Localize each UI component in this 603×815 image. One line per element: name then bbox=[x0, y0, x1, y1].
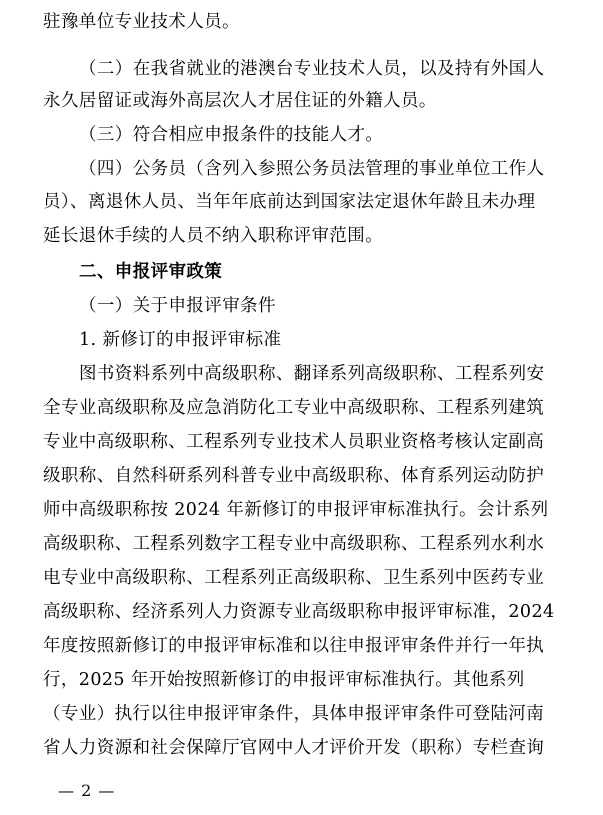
item-heading: 1. 新修订的申报评审标准 bbox=[79, 330, 282, 350]
text-line: 全专业高级职称及应急消防化工专业中高级职称、工程系列建筑 bbox=[43, 398, 545, 418]
text-line: 图书资料系列中高级职称、翻译系列高级职称、工程系列安 bbox=[79, 364, 545, 384]
text-line: （三）符合相应申报条件的技能人才。 bbox=[79, 125, 384, 145]
text-line: 专业中高级职称、工程系列专业技术人员职业资格考核认定副高 bbox=[43, 432, 545, 452]
text-line: 行，2025 年开始按照新修订的申报评审标准执行。其他系列 bbox=[43, 670, 525, 690]
text-line: （四）公务员（含列入参照公务员法管理的事业单位工作人 bbox=[79, 159, 545, 179]
page-number: — 2 — bbox=[58, 781, 116, 800]
text-line: 师中高级职称按 2024 年新修订的申报评审标准执行。会计系列 bbox=[43, 500, 549, 520]
text-line: （专业）执行以往申报评审条件，具体申报评审条件可登陆河南 bbox=[43, 704, 545, 724]
text-line: 电专业中高级职称、工程系列正高级职称、卫生系列中医药专业 bbox=[43, 568, 545, 588]
text-line: 省人力资源和社会保障厅官网中人才评价开发（职称）专栏查询 bbox=[43, 738, 545, 758]
text-line: 延长退休手续的人员不纳入职称评审范围。 bbox=[43, 226, 384, 246]
text-line: 高级职称、工程系列数字工程专业中高级职称、工程系列水利水 bbox=[43, 534, 545, 554]
text-line: 级职称、自然科研系列科普专业中高级职称、体育系列运动防护 bbox=[43, 466, 545, 486]
text-line: （二）在我省就业的港澳台专业技术人员，以及持有外国人 bbox=[79, 59, 545, 79]
text-line: 永久居留证或海外高层次人才居住证的外籍人员。 bbox=[43, 91, 437, 111]
subsection-heading: （一）关于申报评审条件 bbox=[79, 296, 276, 316]
text-line: 年度按照新修订的申报评审标准和以往申报评审条件并行一年执 bbox=[43, 636, 545, 656]
section-heading: 二、申报评审政策 bbox=[79, 262, 223, 282]
text-line: 驻豫单位专业技术人员。 bbox=[43, 12, 240, 32]
text-line: 员）、离退休人员、当年年底前达到国家法定退休年龄且未办理 bbox=[43, 192, 536, 212]
text-line: 高级职称、经济系列人力资源专业高级职称申报评审标准，2024 bbox=[43, 602, 555, 622]
